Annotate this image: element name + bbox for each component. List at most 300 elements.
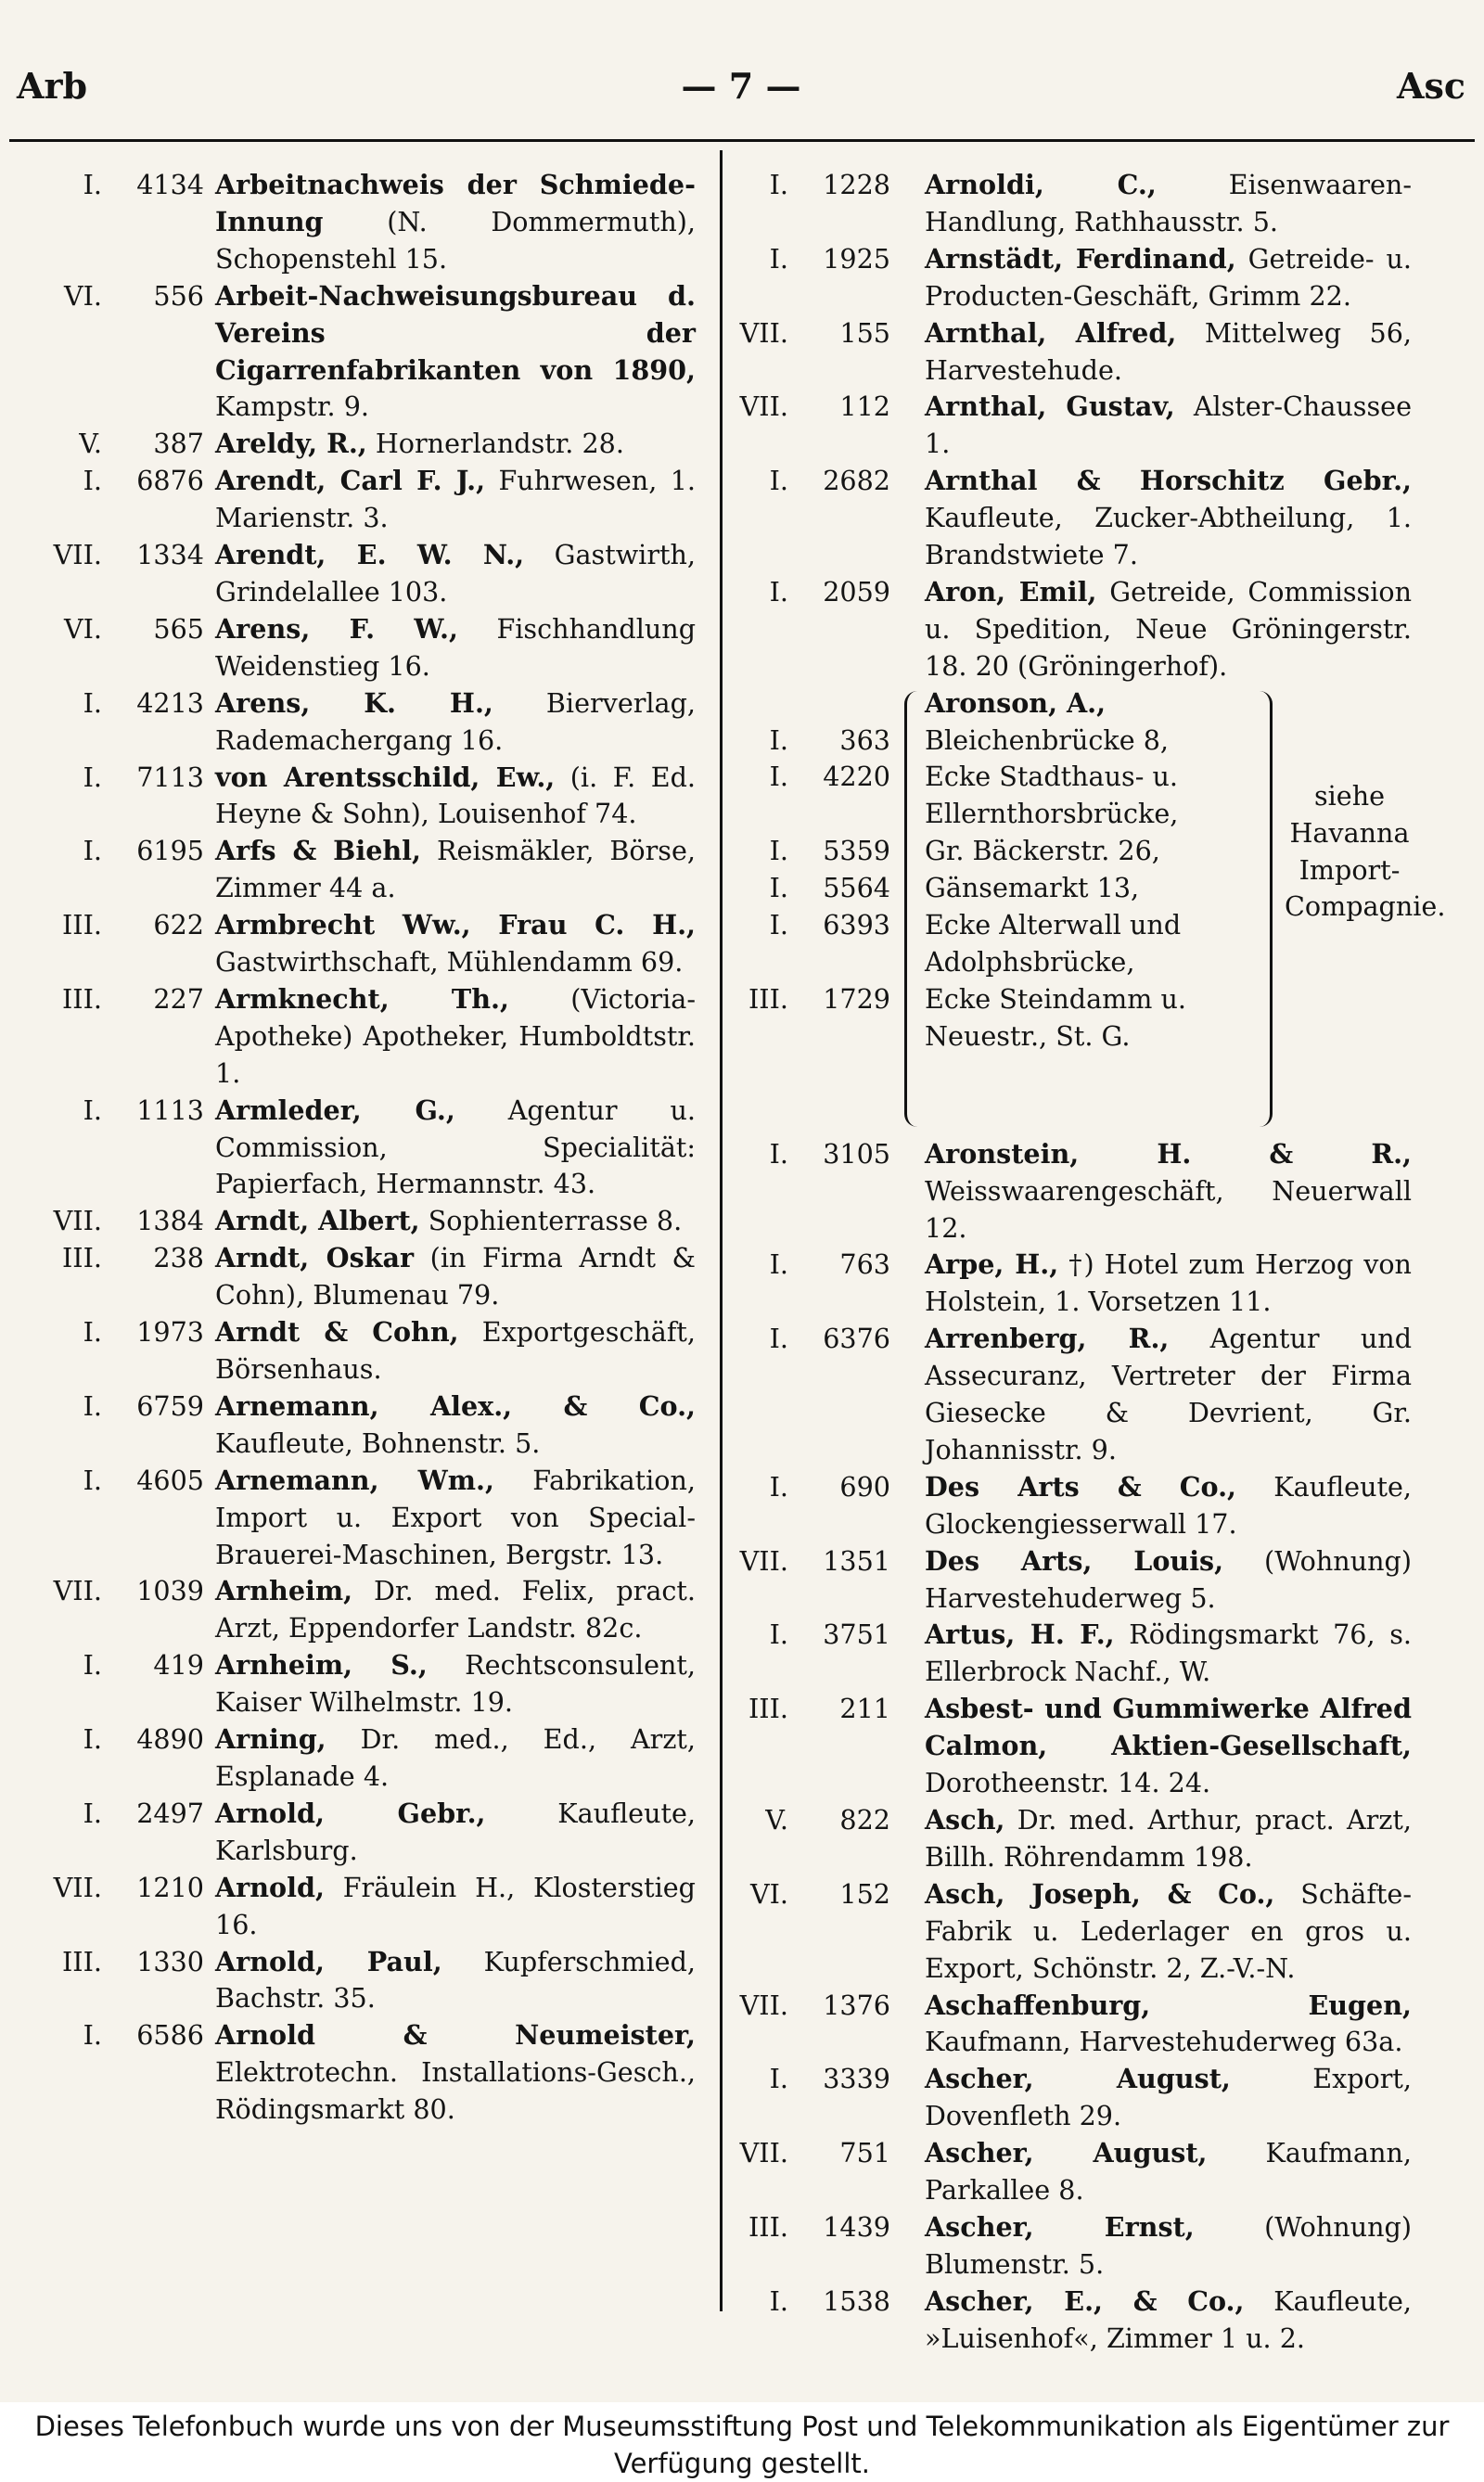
entry-details: Elektrotechn. Installations-Gesch., Rödingsmarkt 80. [215,2056,696,2126]
exchange-class: VI. [63,279,102,312]
entry-name: Arpe, H., [925,1248,1059,1281]
entry-name: Ascher, August, [925,2063,1231,2095]
directory-entry [728,1543,1414,1618]
entry-details: Sophienterrasse 8. [419,1205,683,1237]
exchange-class: III. [748,1693,788,1725]
line-number: 1039 [136,1575,204,1607]
exchange-class: I. [769,242,788,275]
entry-details: Dr. med., Ed., Arzt, Esplanade 4. [215,1723,696,1792]
line-number: 4213 [136,686,204,719]
header-right: Asc [1396,65,1465,107]
entry-text [215,1388,696,1463]
entry-name: Aschaffenburg, Eugen, [925,1989,1412,2021]
entry-details: Kampstr. 9. [215,390,369,423]
directory-entry [728,315,1414,390]
directory-entry [9,1314,696,1388]
group-phone-number [728,833,890,870]
entry-details: Rödingsmarkt 76, s. Ellerbrock Nachf., W. [925,1618,1412,1688]
group-address [925,981,1270,1055]
entry-name: Ascher, E., & Co., [925,2284,1245,2317]
entry-name: von Arentsschild, Ew., [215,761,556,793]
exchange-class: I. [769,835,788,867]
entry-name: Arnold, [215,1871,325,1903]
directory-entry [728,2061,1414,2135]
phone-number [9,167,204,204]
entry-details: (Victoria-Apotheke) Apotheker, Humboldtstr. 1. [215,982,696,1089]
phone-number [728,1691,890,1728]
directory-entry [728,1691,1414,1802]
entry-text [215,1463,696,1574]
phone-number [728,1543,890,1580]
entry-details: †) Hotel zum Herzog von Holstein, 1. Vorsetzen 11. [925,1248,1412,1318]
entry-name: Armbrecht Ww., Frau C. H., [215,909,696,941]
directory-entry [9,1093,696,1204]
footer-note: Dieses Telefonbuch wurde uns von der Museumsstiftung Post und Telekommunikation als Eigentümer zur Verfügung gestellt. [34,2411,1450,2479]
entry-text [215,278,696,427]
phone-number [728,574,890,611]
phone-number [9,1314,204,1351]
exchange-class: I. [83,835,102,867]
entry-text [215,1314,696,1388]
entry-details: Bierverlag, Rademachergang 16. [215,686,696,756]
directory-entry [9,833,696,907]
directory-entry [728,241,1414,315]
line-number: 2682 [823,465,890,497]
exchange-class: VII. [739,2137,788,2169]
header-rule [9,139,1475,142]
line-number: 6195 [136,835,204,867]
entry-text [925,2284,1412,2358]
exchange-class: VII. [53,539,102,571]
directory-entry [728,2135,1414,2209]
directory-entry [728,1802,1414,1876]
entry-text [215,1093,696,1204]
entry-details: Kaufmann, Parkallee 8. [925,2137,1412,2207]
phone-number [9,1944,204,1981]
entry-name: Arnold, Paul, [215,1945,442,1977]
directory-entry [728,1136,1414,1247]
group-address [925,685,1270,760]
entry-text [925,1802,1412,1876]
phone-number [728,1802,890,1839]
entry-name: Des Arts & Co., [925,1470,1237,1503]
line-number: 3339 [823,2063,890,2095]
exchange-class: VII. [53,1205,102,1237]
entry-name: Aron, Emil, [925,575,1097,608]
phone-number [728,1136,890,1173]
exchange-class: III. [62,1242,102,1274]
phone-number [728,2209,890,2246]
directory-entry [728,1321,1414,1469]
exchange-class: I. [83,465,102,497]
entry-text [215,1944,696,2018]
entry-details: Rechtsconsulent, Kaiser Wilhelmstr. 19. [215,1649,696,1719]
phone-number [728,241,890,278]
entry-text [215,1573,696,1647]
phone-number [728,389,890,426]
line-number: 6876 [136,465,204,497]
exchange-class: I. [769,1248,788,1281]
exchange-class: I. [83,761,102,793]
entry-text [925,1321,1412,1469]
entry-name: Ascher, Ernst, [925,2210,1195,2243]
entry-name: Arrenberg, R., [925,1323,1170,1355]
entry-text [215,1203,696,1240]
phone-number [9,1240,204,1277]
entry-name: Arnold & Neumeister, [215,2019,696,2052]
entry-text [215,981,696,1093]
directory-entry [9,1463,696,1574]
directory-entry [728,463,1414,574]
line-number: 1113 [136,1094,204,1126]
page-header [17,65,1465,121]
line-number: 751 [839,2137,890,2169]
entry-name: Aronson, A., [925,686,1107,719]
line-number: 112 [839,390,890,423]
line-number: 419 [153,1649,204,1682]
entry-name: Arnheim, [215,1575,353,1607]
entry-details: Dr. med. Arthur, pract. Arzt, Billh. Röhrendamm 198. [925,1804,1412,1873]
exchange-class: I. [83,1316,102,1349]
entry-text [925,463,1412,574]
directory-entry [9,611,696,685]
entry-details: Exportgeschäft, Börsenhaus. [215,1316,697,1385]
line-number: 1538 [823,2284,890,2317]
entry-details: Kupferschmied, Bachstr. 35. [215,1945,696,2015]
phone-number [728,167,890,204]
line-number: 5564 [823,872,890,904]
entry-details: Reismäkler, Börse, Zimmer 44 a. [215,835,696,904]
line-number: 3751 [823,1618,890,1651]
entry-text [215,1796,696,1870]
exchange-class: I. [83,2019,102,2052]
line-number: 2059 [823,575,890,608]
column-divider [720,150,723,2311]
exchange-class: III. [62,1945,102,1977]
entry-details: (Wohnung) Harvestehuderweg 5. [925,1544,1412,1614]
line-number: 1729 [823,982,890,1015]
line-number: 5359 [823,835,890,867]
line-number: 4134 [136,169,204,200]
entry-details: Gr. Bäckerstr. 26, [925,835,1160,867]
entry-name: Asch, Joseph, & Co., [925,1877,1275,1910]
exchange-class: I. [769,872,788,904]
phone-number [9,1093,204,1130]
exchange-class: I. [769,2284,788,2317]
phone-number [728,1876,890,1913]
entry-details: Kaufleute, Glockengiesserwall 17. [925,1470,1412,1540]
line-number: 7113 [136,761,204,793]
entry-text [925,1617,1412,1691]
phone-number [9,907,204,944]
directory-entry [728,167,1414,241]
entry-name: Arnemann, Wm., [215,1464,494,1496]
directory-entry [9,537,696,611]
directory-entry [9,167,696,278]
directory-entry [9,981,696,1093]
entry-text [925,241,1412,315]
entry-details: Fabrikation, Import u. Export von Special-Brauerei-Maschinen, Bergstr. 13. [215,1464,696,1570]
exchange-class: I. [769,169,788,200]
entry-details: Agentur u. Commission, Specialität: Papierfach, Hermannstr. 43. [215,1094,696,1200]
exchange-class: VII. [53,1871,102,1903]
exchange-class: I. [769,465,788,497]
line-number: 565 [153,612,204,645]
line-number: 152 [839,1877,890,1910]
directory-entry [728,389,1414,463]
entry-details: Weisswaarengeschäft, Neuerwall 12. [925,1174,1412,1244]
phone-number [9,833,204,870]
exchange-class: III. [748,2210,788,2243]
entry-name: Arndt, Oskar [215,1242,415,1274]
group-address [925,759,1270,833]
exchange-class: III. [62,982,102,1015]
exchange-class: I. [769,1137,788,1170]
exchange-class: I. [83,1649,102,1682]
group-phone-number [728,907,890,944]
phone-number [9,1203,204,1240]
phone-number [9,2017,204,2054]
exchange-class: VI. [63,612,102,645]
entry-details: Kaufleute, Karlsburg. [215,1797,696,1866]
entry-name: Asch, [925,1804,1005,1836]
entry-name: Arnthal, Alfred, [925,316,1177,349]
phone-number [9,537,204,574]
entry-details: Getreide- u. Producten-Geschäft, Grimm 22. [925,242,1412,312]
entry-name: Arendt, Carl F. J., [215,465,486,497]
directory-entry [9,1721,696,1796]
exchange-class: I. [769,1323,788,1355]
phone-number [9,426,204,463]
phone-number [9,1870,204,1907]
entry-name: Arendt, E. W. N., [215,539,525,571]
entry-name: Arnold, Gebr., [215,1797,486,1829]
phone-number [9,1721,204,1759]
group-phone-number [728,723,890,760]
line-number: 4890 [136,1723,204,1756]
entry-details: (N. Dommermuth), Schopenstehl 15. [215,205,696,275]
entry-name: Arning, [215,1723,326,1756]
entry-name: Asbest- und Gummiwerke Alfred Calmon, Aktien-Gesellschaft, [925,1693,1412,1762]
directory-entry [9,463,696,537]
line-number: 1925 [823,242,890,275]
entry-text [925,2061,1412,2135]
entry-name: Arndt & Cohn, [215,1316,459,1349]
line-number: 1973 [136,1316,204,1349]
entry-details: Alster-Chaussee 1. [925,390,1412,460]
exchange-class: III. [748,982,788,1015]
directory-entry [9,1203,696,1240]
line-number: 3105 [823,1137,890,1170]
exchange-class: V. [765,1804,788,1836]
entry-name: Artus, H. F., [925,1618,1115,1651]
left-column [9,167,696,2129]
line-number: 622 [153,909,204,941]
directory-entry [9,1647,696,1721]
entry-text [215,760,696,834]
directory-entry [728,1617,1414,1691]
entry-details: Getreide, Commission u. Spedition, Neue Gröningerstr. 18. 20 (Gröningerhof). [925,575,1413,682]
line-number: 763 [839,1248,890,1281]
line-number: 211 [839,1693,890,1725]
entry-name: Ascher, August, [925,2137,1208,2169]
exchange-class: III. [62,909,102,941]
entry-text [215,537,696,611]
line-number: 822 [839,1804,890,1836]
entry-text [215,167,696,278]
entry-name: Arbeit-Nachweisungsbureau d. Vereins der Cigarrenfabrikanten von 1890, [215,279,696,386]
entry-text [925,1876,1412,1988]
entry-text [925,1543,1412,1618]
exchange-class: I. [83,1723,102,1756]
page-number: — 7 — [681,65,801,107]
phone-number [9,685,204,723]
directory-entry [728,1247,1414,1321]
line-number: 227 [153,982,204,1015]
directory-entry [9,278,696,427]
entry-name: Armleder, G., [215,1094,455,1126]
line-number: 363 [839,723,890,756]
exchange-class: I. [83,1389,102,1422]
entry-details: Export, Dovenfleth 29. [925,2063,1412,2132]
entry-text [215,685,696,760]
line-number: 1210 [136,1871,204,1903]
entry-name: Arfs & Biehl, [215,835,421,867]
entry-details: Gänsemarkt 13, [925,872,1140,904]
entry-text [215,463,696,537]
phone-number [728,1321,890,1358]
exchange-class: V. [79,428,102,460]
entry-details: Schäfte-Fabrik u. Lederlager en gros u. Export, Schönstr. 2, Z.-V.-N. [925,1877,1413,1984]
entry-name: Arnthal & Horschitz Gebr., [925,465,1412,497]
entry-name: Arnheim, S., [215,1649,428,1682]
line-number: 4220 [823,761,890,793]
line-number: 238 [153,1242,204,1274]
line-number: 2497 [136,1797,204,1829]
header-left: Arb [17,65,88,107]
line-number: 6393 [823,909,890,941]
line-number: 155 [839,316,890,349]
entry-text [925,1988,1412,2062]
exchange-class: I. [769,2063,788,2095]
phone-number [728,1469,890,1506]
group-address [925,833,1270,870]
group-phone-number [728,870,890,907]
entry-details: Dr. med. Felix, pract. Arzt, Eppendorfer Landstr. 82c. [215,1575,696,1644]
line-number: 556 [153,279,204,312]
line-number: 6586 [136,2019,204,2052]
line-number: 1376 [823,1989,890,2021]
exchange-class: VII. [739,390,788,423]
entry-name: Des Arts, Louis, [925,1544,1224,1577]
entry-text [925,389,1412,463]
entry-details: Fischhandlung Weidenstieg 16. [215,612,696,682]
entry-text [215,1721,696,1796]
phone-number [9,278,204,315]
entry-name: Arens, K. H., [215,686,493,719]
entry-text [925,1247,1412,1321]
entry-details: Ecke Stadthaus- u. Ellernthorsbrücke, [925,761,1179,830]
phone-number [9,1573,204,1610]
aronson-group [728,685,1446,1136]
exchange-class: I. [83,169,102,200]
right-column [728,167,1446,2358]
entry-name: Arnoldi, C., [925,169,1157,200]
entry-text [925,1136,1412,1247]
entry-text [925,315,1412,390]
entry-text [215,1240,696,1314]
entry-name: Arnemann, Alex., & Co., [215,1389,696,1422]
entry-details: (Wohnung) Blumenstr. 5. [925,2210,1413,2280]
entry-text [215,611,696,685]
exchange-class: I. [83,1094,102,1126]
directory-entry [9,1388,696,1463]
entry-details: Dorotheenstr. 14. 24. [925,1767,1211,1799]
directory-entry [728,2284,1414,2358]
entry-name: Arens, F. W., [215,612,458,645]
entry-name: Arnstädt, Ferdinand, [925,242,1236,275]
line-number: 690 [839,1470,890,1503]
entry-details: Fuhrwesen, 1. Marienstr. 3. [215,465,696,534]
line-number: 1351 [823,1544,890,1577]
entry-text [215,426,696,463]
entry-text [215,1647,696,1721]
entry-text [925,1691,1412,1802]
line-number: 4605 [136,1464,204,1496]
entry-details: (in Firma Arndt & Cohn), Blumenau 79. [215,1242,696,1311]
exchange-class: I. [83,1797,102,1829]
line-number: 1439 [823,2210,890,2243]
entry-text [925,2209,1412,2284]
entry-details: Fräulein H., Klosterstieg 16. [215,1871,696,1940]
group-address [925,870,1270,907]
entry-text [215,833,696,907]
directory-entry [9,1870,696,1944]
phone-number [728,463,890,500]
entry-details: Kaufmann, Harvestehuderweg 63a. [925,2026,1403,2058]
directory-entry [9,1240,696,1314]
entry-name: Arnthal, Gustav, [925,390,1175,423]
entry-text [925,2135,1412,2209]
directory-entry [9,685,696,760]
directory-entry [9,760,696,834]
entry-name: Arbeitnachweis der Schmiede-Innung [215,169,696,237]
exchange-class: VI. [749,1877,788,1910]
line-number: 1330 [136,1945,204,1977]
group-phone-number [728,981,890,1018]
directory-entry [9,1944,696,2018]
group-phone-number [728,759,890,796]
exchange-class: VII. [739,1544,788,1577]
directory-entry [9,1573,696,1647]
directory-entry [728,1876,1414,1988]
exchange-class: I. [769,761,788,793]
entry-text [925,574,1412,685]
directory-entry [9,907,696,981]
entry-details: Kaufleute, »Luisenhof«, Zimmer 1 u. 2. [925,2284,1412,2354]
entry-text [925,1469,1412,1543]
phone-number [728,1247,890,1284]
line-number: 1228 [823,169,890,200]
exchange-class: I. [769,575,788,608]
phone-number [9,463,204,500]
exchange-class: I. [769,909,788,941]
directory-entry [728,574,1414,685]
phone-number [9,1796,204,1833]
exchange-class: I. [769,1618,788,1651]
entry-details: Agentur und Assecuranz, Vertreter der Firma Giesecke & Devrient, Gr. Johannisstr. 9. [925,1323,1412,1465]
exchange-class: VII. [739,316,788,349]
